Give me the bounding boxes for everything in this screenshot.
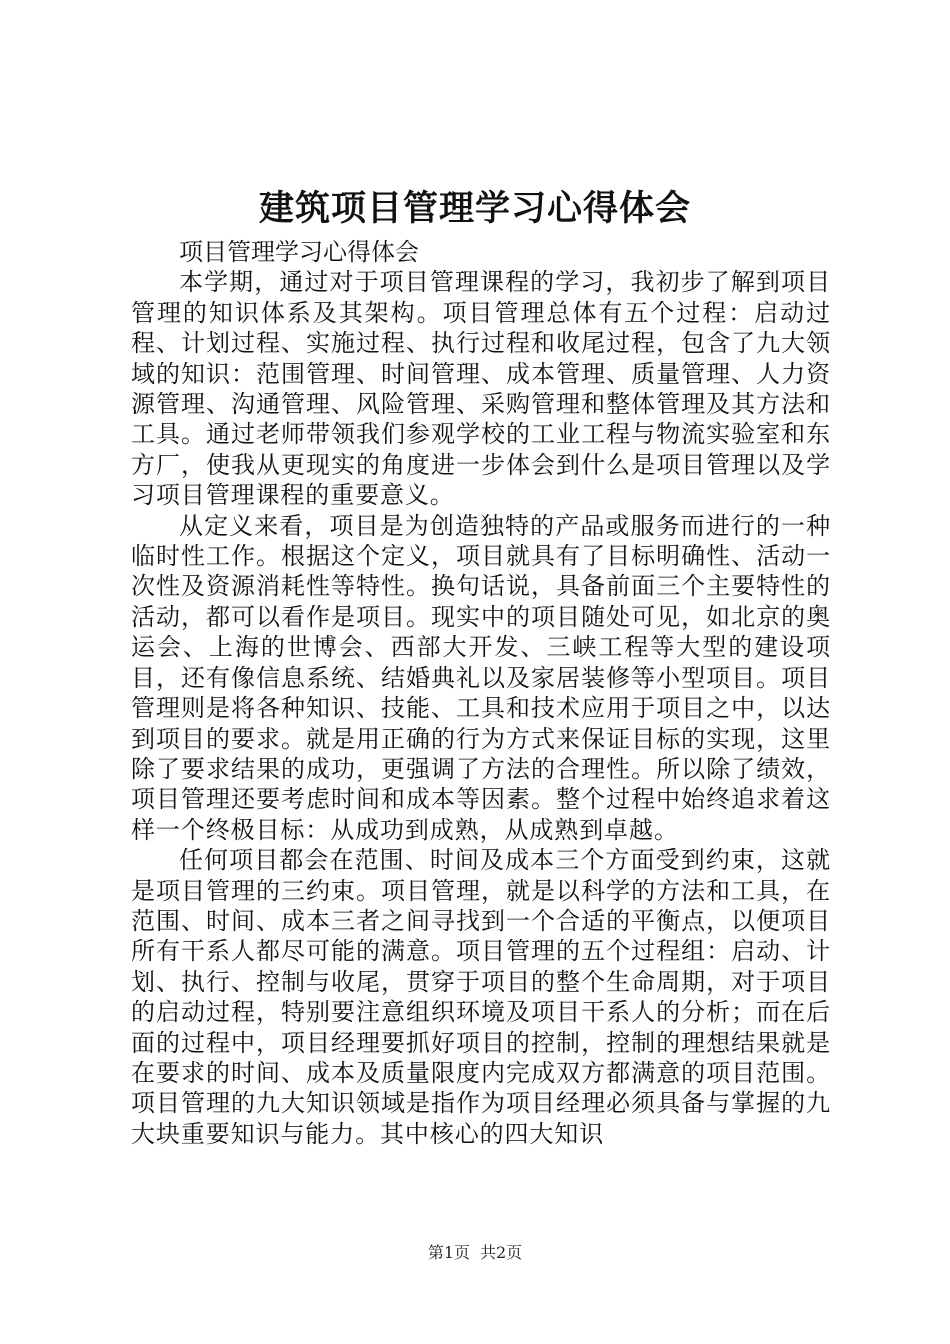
document-body — [131, 237, 831, 1149]
paragraph-intro: 本学期，通过对于项目管理课程的学习，我初步了解到项目管理的知识体系及其架构。项目管理总体有五个过程：启动过程、计划过程、实施过程、执行过程和收尾过程，包含了九大领域的知识：范围管理、时间管理、成本管理、质量管理、人力资源管理、沟通管理、风险管理、采购管理和整体管理及其方法和工具。通过老师带领我们参观学校的工业工程与物流实验室和东方厂，使我从更现实的角度进一步体会到什么是项目管理以及学习项目管理课程的重要意义。 — [131, 268, 831, 510]
paragraph-constraints: 任何项目都会在范围、时间及成本三个方面受到约束，这就是项目管理的三约束。项目管理，就是以科学的方法和工具，在范围、时间、成本三者之间寻找到一个合适的平衡点，以便项目所有干系人都尽可能的满意。项目管理的五个过程组：启动、计划、执行、控制与收尾，贯穿于项目的整个生命周期，对于项目的启动过程，特别要注意组织环境及项目干系人的分析；而在后面的过程中，项目经理要抓好项目的控制，控制的理想结果就是在要求的时间、成本及质量限度内完成双方都满意的项目范围。项目管理的九大知识领域是指作为项目经理必须具备与掌握的九大块重要知识与能力。其中核心的四大知识 — [131, 846, 831, 1148]
page-total: 共2页 — [480, 1243, 523, 1262]
document-title: 建筑项目管理学习心得体会 — [258, 188, 691, 229]
paragraph-definition: 从定义来看，项目是为创造独特的产品或服务而进行的一种临时性工作。根据这个定义，项目就具有了目标明确性、活动一次性及资源消耗性等特性。换句话说，具备前面三个主要特性的活动，都可以看作是项目。现实中的项目随处可见，如北京的奥运会、上海的世博会、西部大开发、三峡工程等大型的建设项目，还有像信息系统、结婚典礼以及家居装修等小型项目。项目管理则是将各种知识、技能、工具和技术应用于项目之中，以达到项目的要求。就是用正确的行为方式来保证目标的实现，这里除了要求结果的成功，更强调了方法的合理性。所以除了绩效，项目管理还要考虑时间和成本等因素。整个过程中始终追求着这样一个终极目标：从成功到成熟，从成熟到卓越。 — [131, 511, 831, 844]
page-footer — [0, 1242, 950, 1264]
page-number: 第1页 — [427, 1243, 470, 1262]
document-subtitle: 项目管理学习心得体会 — [179, 238, 419, 266]
